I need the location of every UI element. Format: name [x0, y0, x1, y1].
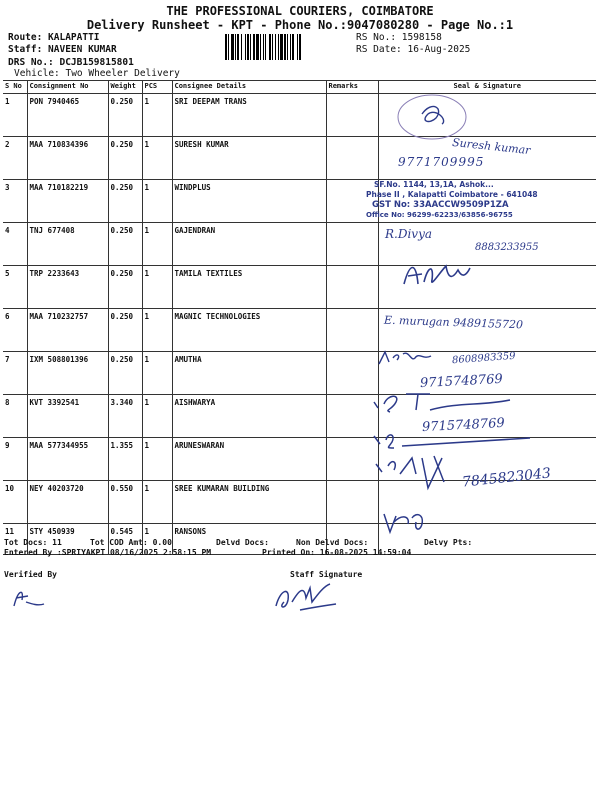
cell-consignment: STY 450939: [27, 524, 108, 555]
cell-consignee: AMUTHA: [172, 352, 326, 395]
cell-sno: 6: [3, 309, 27, 352]
cell-consignment: MAA 710834396: [27, 137, 108, 180]
rs-number: RS No.: 1598158: [356, 32, 442, 43]
handwritten-phone: 8608983359: [451, 350, 516, 367]
cell-pcs: 1: [142, 352, 172, 395]
cell-signature: [378, 266, 596, 309]
col-sno: S No: [3, 81, 27, 94]
total-cod-amount: Tot COD Amt: 0.00: [90, 538, 172, 547]
cell-consignment: TRP 2233643: [27, 266, 108, 309]
cell-sno: 11: [3, 524, 27, 555]
total-docs: Tot Docs: 11: [4, 538, 62, 547]
cell-consignment: MAA 710232757: [27, 309, 108, 352]
cell-pcs: 1: [142, 438, 172, 481]
drs-number: DRS No.: DCJB159815801: [8, 57, 134, 68]
stamp-line: GST No: 33AACCW9509P1ZA: [372, 200, 509, 210]
cell-pcs: 1: [142, 180, 172, 223]
handwritten-name: E. murugan 9489155720: [383, 313, 524, 332]
col-seal-signature: Seal & Signature: [378, 81, 596, 94]
table-row: [3, 481, 596, 524]
cell-pcs: 1: [142, 524, 172, 555]
stamp-line: Office No: 96299-62233/63856-96755: [366, 211, 513, 219]
cell-consignment: MAA 577344955: [27, 438, 108, 481]
cell-sno: 1: [3, 94, 27, 137]
cell-weight: 0.250: [108, 352, 142, 395]
handwritten-phone: 8883233955: [475, 242, 539, 253]
route-label: Route: KALAPATTI: [8, 32, 100, 43]
cell-weight: 0.250: [108, 266, 142, 309]
cell-weight: 0.550: [108, 481, 142, 524]
handwritten-name: R.Divya: [385, 227, 433, 241]
handwritten-phone: 7845823043: [461, 465, 552, 491]
cell-pcs: 1: [142, 309, 172, 352]
cell-consignee: MAGNIC TECHNOLOGIES: [172, 309, 326, 352]
table-row: [3, 94, 596, 137]
cell-consignment: NEY 40203720: [27, 481, 108, 524]
cell-pcs: 1: [142, 481, 172, 524]
cell-sno: 8: [3, 395, 27, 438]
cell-consignment: PON 7940465: [27, 94, 108, 137]
runsheet-title: Delivery Runsheet - KPT - Phone No.:9047080280 - Page No.:1: [86, 18, 514, 32]
table-row: [3, 266, 596, 309]
cell-weight: 0.250: [108, 94, 142, 137]
cell-weight: 1.355: [108, 438, 142, 481]
non-delivered-docs: Non Delvd Docs:: [296, 538, 369, 547]
cell-remarks: [326, 309, 378, 352]
cell-remarks: [326, 223, 378, 266]
company-stamp: [366, 180, 538, 220]
cell-remarks: [326, 438, 378, 481]
cell-sno: 3: [3, 180, 27, 223]
delivered-docs: Delvd Docs:: [216, 538, 269, 547]
cell-consignment: KVT 3392541: [27, 395, 108, 438]
cell-pcs: 1: [142, 266, 172, 309]
cell-remarks: [326, 137, 378, 180]
col-pcs: PCS: [142, 81, 172, 94]
cell-remarks: [326, 266, 378, 309]
handwritten-name: Suresh kumar: [451, 135, 532, 158]
col-consignee: Consignee Details: [172, 81, 326, 94]
cell-sno: 2: [3, 137, 27, 180]
cell-consignee: TAMILA TEXTILES: [172, 266, 326, 309]
cell-consignee: AISHWARYA: [172, 395, 326, 438]
cell-pcs: 1: [142, 94, 172, 137]
cell-pcs: 1: [142, 137, 172, 180]
rs-date: RS Date: 16-Aug-2025: [356, 44, 471, 55]
cell-pcs: 1: [142, 223, 172, 266]
cell-sno: 4: [3, 223, 27, 266]
staff-signature-label: Staff Signature: [290, 570, 363, 579]
table-header-row: [3, 81, 596, 94]
cell-remarks: [326, 352, 378, 395]
cell-signature: [378, 94, 596, 137]
cell-sno: 7: [3, 352, 27, 395]
cell-consignee: SRI DEEPAM TRANS: [172, 94, 326, 137]
entered-by: Entered By :SPRIYAKPT 08/16/2025 2:58:15 PM: [4, 548, 212, 557]
staff-label: Staff: NAVEEN KUMAR: [8, 44, 117, 55]
cell-weight: 0.545: [108, 524, 142, 555]
cell-weight: 0.250: [108, 223, 142, 266]
cell-weight: 0.250: [108, 180, 142, 223]
cell-weight: 0.250: [108, 137, 142, 180]
cell-consignment: MAA 710182219: [27, 180, 108, 223]
company-title: THE PROFESSIONAL COURIERS, COIMBATORE: [166, 4, 434, 18]
cell-consignee: RANSONS: [172, 524, 326, 555]
handwritten-phone: 9715748769: [421, 415, 506, 436]
stamp-line: SF.No. 1144, 13,1A, Ashok...: [374, 180, 494, 189]
cell-consignee: SURESH KUMAR: [172, 137, 326, 180]
col-consignment: Consignment No: [27, 81, 108, 94]
cell-pcs: 1: [142, 395, 172, 438]
cell-sno: 9: [3, 438, 27, 481]
cell-consignee: GAJENDRAN: [172, 223, 326, 266]
stamp-line: Phase II , Kalapatti Coimbatore - 641048: [366, 190, 538, 199]
col-weight: Weight: [108, 81, 142, 94]
cell-consignee: ARUNESWARAN: [172, 438, 326, 481]
cell-consignee: SREE KUMARAN BUILDING: [172, 481, 326, 524]
table-row: [3, 395, 596, 438]
cell-weight: 0.250: [108, 309, 142, 352]
handwritten-phone: 9715748769: [419, 371, 504, 392]
verifier-signature: [10, 586, 46, 610]
cell-consignee: WINDPLUS: [172, 180, 326, 223]
cell-weight: 3.340: [108, 395, 142, 438]
printed-on: Printed On: 16-08-2025 14:59:04: [262, 548, 412, 557]
cell-remarks: [326, 395, 378, 438]
cell-remarks: [326, 481, 378, 524]
cell-consignment: IXM 508801396: [27, 352, 108, 395]
staff-signature: [270, 580, 340, 614]
cell-remarks: [326, 94, 378, 137]
cell-sno: 10: [3, 481, 27, 524]
cell-consignment: TNJ 677408: [27, 223, 108, 266]
handwritten-phone: 9771709995: [398, 155, 485, 169]
vehicle-label: Vehicle: Two Wheeler Delivery: [14, 68, 180, 79]
col-remarks: Remarks: [326, 81, 378, 94]
barcode: [225, 34, 353, 60]
delivery-points: Delvy Pts:: [424, 538, 473, 547]
cell-sno: 5: [3, 266, 27, 309]
verified-by-label: Verified By: [4, 570, 57, 579]
